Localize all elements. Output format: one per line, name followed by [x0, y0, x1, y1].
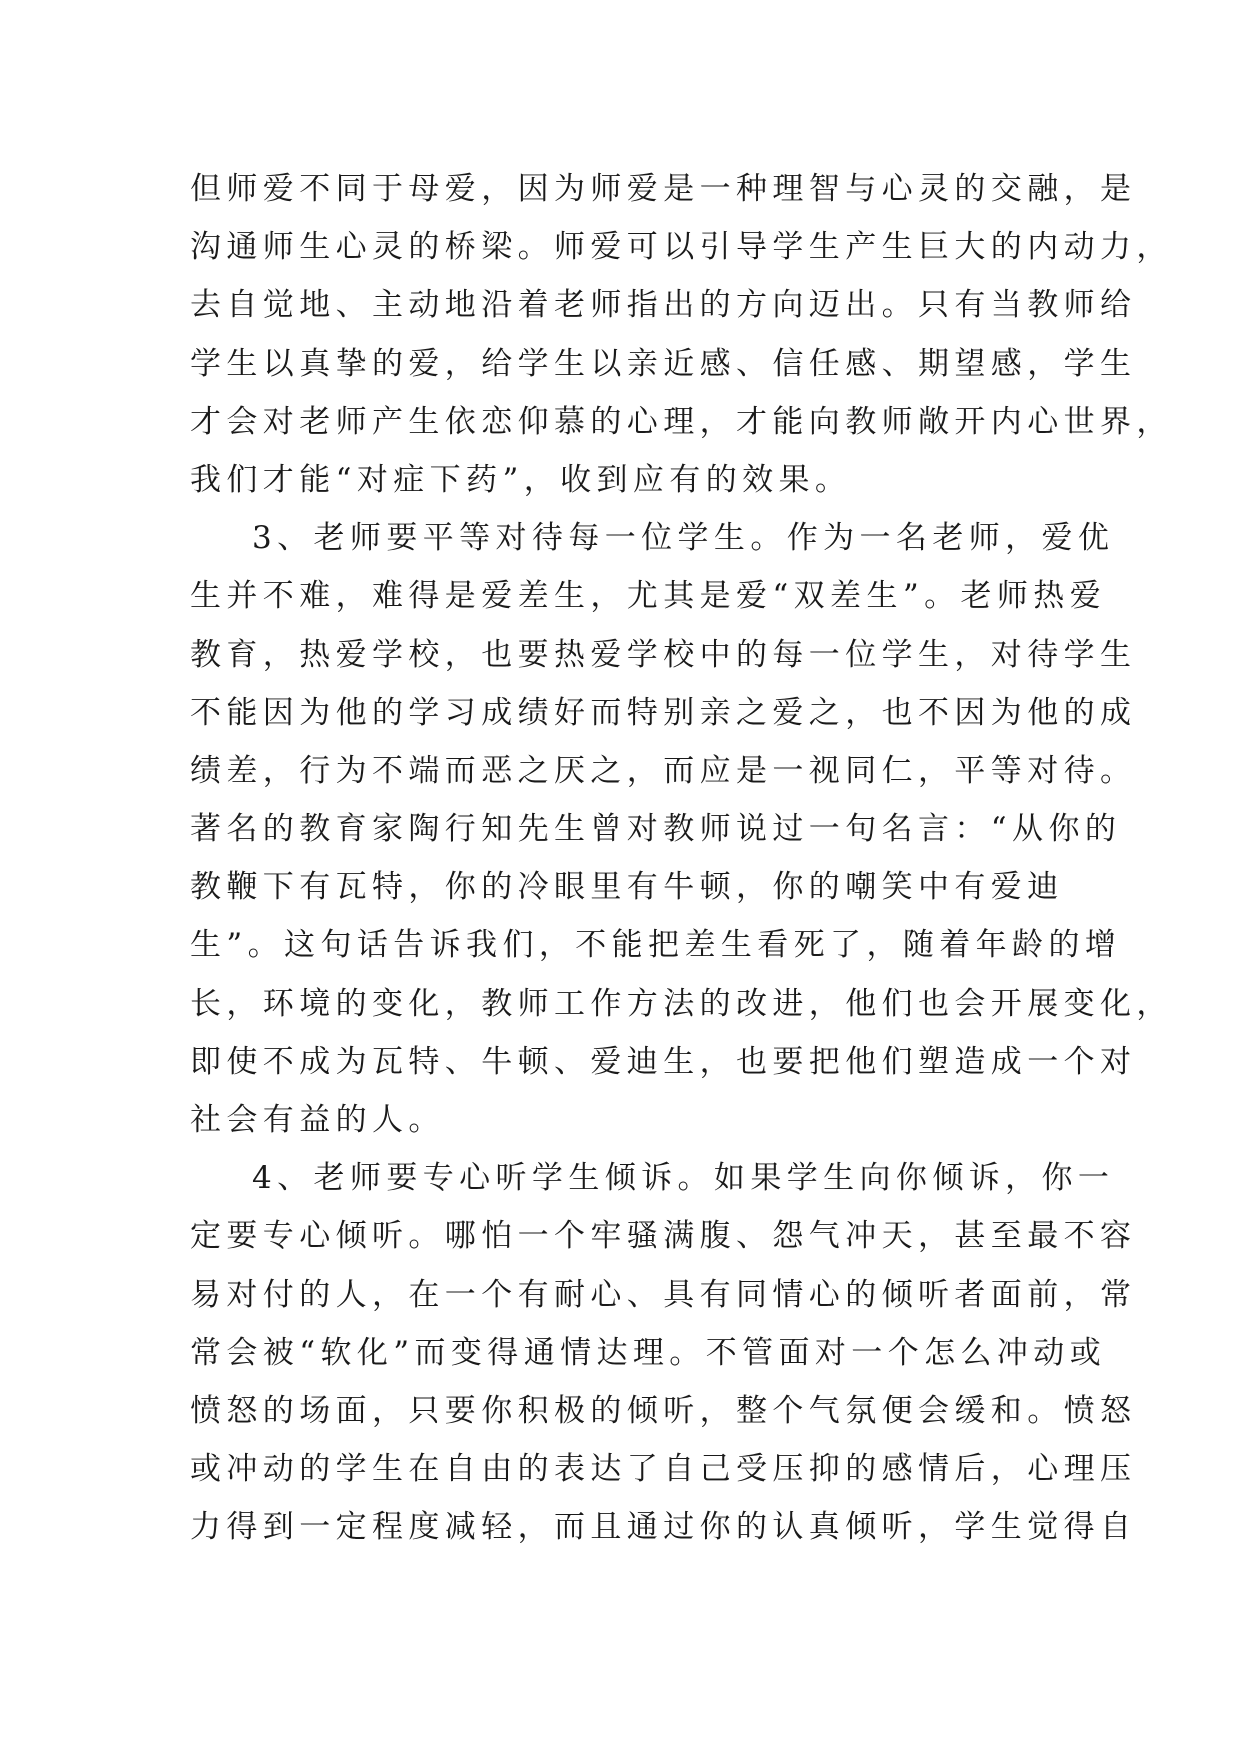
text-line: 力得到一定程度减轻，而且通过你的认真倾听，学生觉得自	[190, 1509, 1137, 1546]
text-line: 绩差，行为不端而恶之厌之，而应是一视同仁，平等对待。	[190, 752, 1137, 789]
text-line: 但师爱不同于母爱，因为师爱是一种理智与心灵的交融，是	[190, 171, 1137, 207]
text-line: 去自觉地、主动地沿着老师指出的方向迈出。只有当教师给	[190, 287, 1137, 324]
text-line: 常会被“软化”而变得通情达理。不管面对一个怎么冲动或	[190, 1334, 1107, 1371]
text-line: 学生以真挚的爱，给学生以亲近感、信任感、期望感，学生	[190, 345, 1137, 382]
text-line: 定要专心倾听。哪怕一个牢骚满腹、怨气冲天，甚至最不容	[190, 1218, 1137, 1255]
text-line: 生”。这句话告诉我们，不能把差生看死了，随着年龄的增	[190, 927, 1122, 964]
text-line: 愤怒的场面，只要你积极的倾听，整个气氛便会缓和。愤怒	[190, 1392, 1137, 1429]
text-line: 社会有益的人。	[190, 1102, 445, 1138]
body-text	[190, 160, 1173, 1557]
text-line: 教育，热爱学校，也要热爱学校中的每一位学生，对待学生	[190, 636, 1137, 673]
text-line: 才会对老师产生依恋仰慕的心理，才能向教师敞开内心世界，	[190, 403, 1173, 440]
text-line: 即使不成为瓦特、牛顿、爱迪生，也要把他们塑造成一个对	[190, 1043, 1137, 1080]
text-line: 不能因为他的学习成绩好而特别亲之爱之，也不因为他的成	[190, 694, 1137, 731]
text-line: 生并不难，难得是爱差生，尤其是爱“双差生”。老师热爱	[190, 578, 1107, 615]
paragraph-4-first-line: 4、老师要专心听学生倾诉。如果学生向你倾诉，你一	[252, 1160, 1115, 1197]
text-line: 教鞭下有瓦特，你的冷眼里有牛顿，你的嘲笑中有爱迪	[190, 869, 1064, 906]
text-line: 易对付的人，在一个有耐心、具有同情心的倾听者面前，常	[190, 1276, 1137, 1313]
text-line: 或冲动的学生在自由的表达了自己受压抑的感情后，心理压	[190, 1451, 1137, 1488]
paragraph-3-first-line: 3、老师要平等对待每一位学生。作为一名老师，爱优	[252, 520, 1115, 557]
text-line: 长，环境的变化，教师工作方法的改进，他们也会开展变化，	[190, 985, 1173, 1022]
text-line: 著名的教育家陶行知先生曾对教师说过一句名言：“从你的	[190, 811, 1122, 848]
text-line: 沟通师生心灵的桥梁。师爱可以引导学生产生巨大的内动力，	[190, 229, 1173, 266]
text-line: 我们才能“对症下药”，收到应有的效果。	[190, 461, 852, 498]
